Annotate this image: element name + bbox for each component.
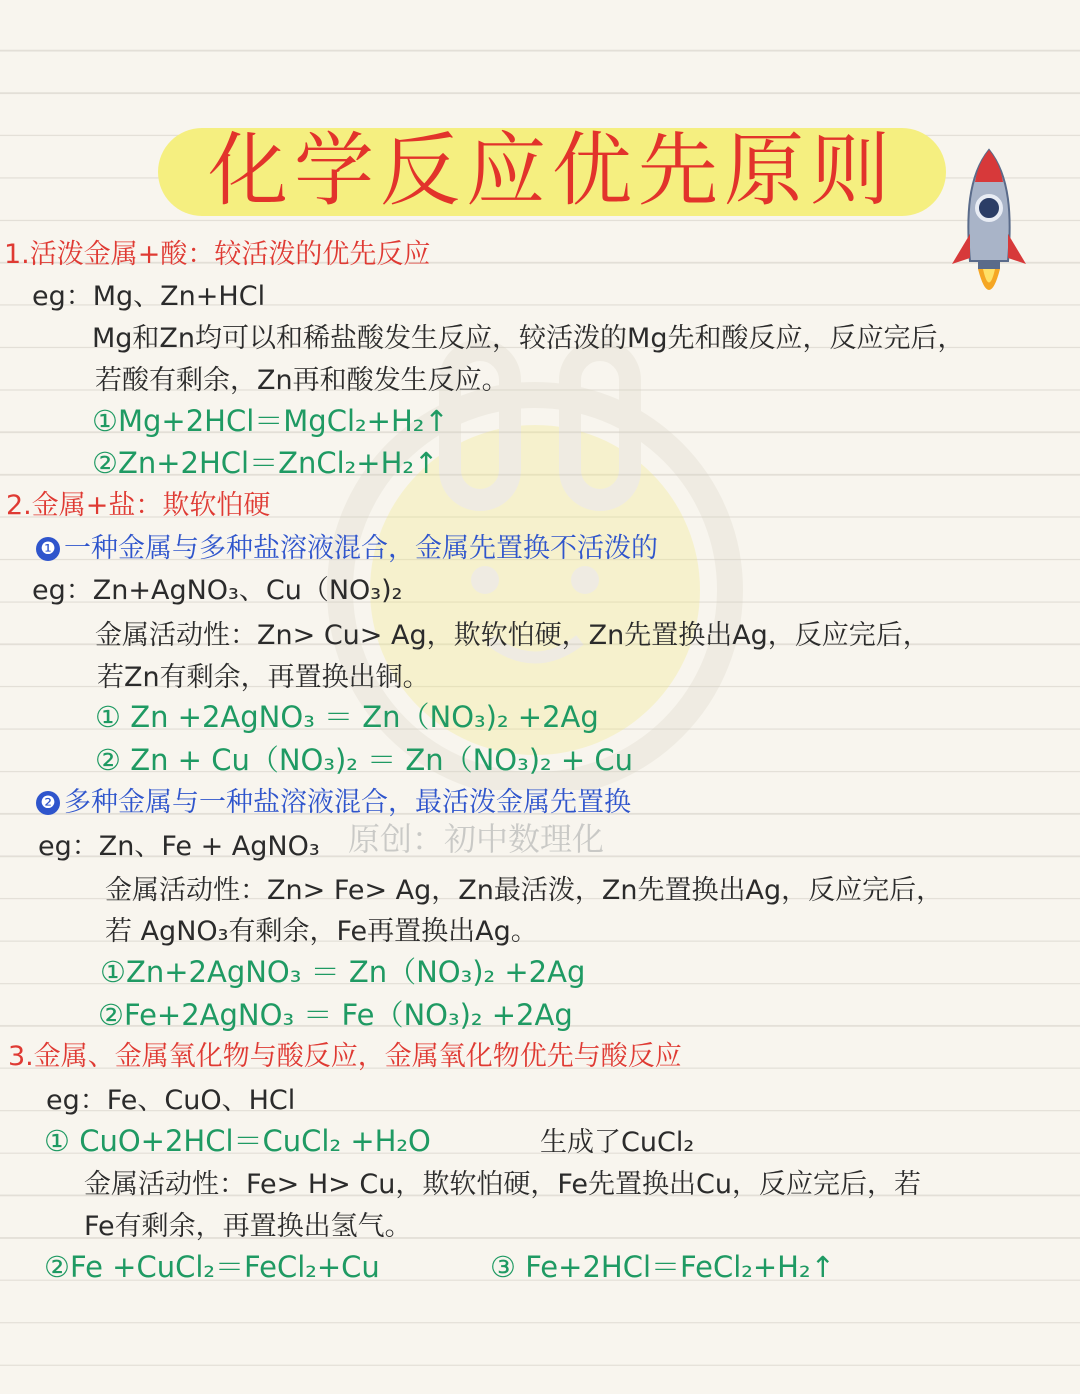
section-2-equation-1: ① Zn +2AgNO₃ ＝ Zn（NO₃)₂ +2Ag: [95, 700, 599, 734]
section-2-equation-2: ② Zn + Cu（NO₃)₂ ＝ Zn（NO₃)₂ + Cu: [95, 743, 634, 777]
section-1-example: eg：Mg、Zn+HCl: [32, 281, 266, 312]
section-3-heading: 3.金属、金属氧化物与酸反应，金属氧化物优先与酸反应: [8, 1041, 682, 1072]
section-2-example-1: eg：Zn+AgNO₃、Cu（NO₃)₂: [32, 575, 403, 606]
section-2-desc-line-2: 若Zn有剩余，再置换出铜。: [97, 662, 430, 693]
section-2-heading: 2.金属+盐：欺软怕硬: [6, 490, 271, 521]
number-badge-2: ❷: [36, 791, 60, 815]
section-1-heading: 1.活泼金属+酸：较活泼的优先反应: [4, 239, 431, 270]
rocket-icon: [948, 146, 1030, 306]
section-1-desc-line-1: Mg和Zn均可以和稀盐酸发生反应，较活泼的Mg先和酸反应，反应完后，: [92, 323, 965, 354]
section-3-equation-3: ③ Fe+2HCl＝FeCl₂+H₂↑: [490, 1250, 835, 1284]
watermark-text: 原创：初中数理化: [348, 820, 605, 858]
section-3-equation-2: ②Fe +CuCl₂＝FeCl₂+Cu: [44, 1250, 380, 1284]
number-badge-1: ❶: [36, 537, 60, 561]
section-2-equation-3: ①Zn+2AgNO₃ ＝ Zn（NO₃)₂ +2Ag: [100, 955, 586, 989]
section-2-subheading-2-text: 多种金属与一种盐溶液混合，最活泼金属先置换: [64, 787, 631, 818]
section-1-equation-1: ①Mg+2HCl＝MgCl₂+H₂↑: [92, 404, 449, 438]
section-3-desc-line-1: 金属活动性：Fe> H> Cu，欺软怕硬，Fe先置换出Cu，反应完后，若: [84, 1169, 921, 1200]
section-3-example: eg：Fe、CuO、HCl: [46, 1085, 296, 1116]
section-2-desc-line-4: 若 AgNO₃有剩余，Fe再置换出Ag。: [105, 916, 538, 947]
section-1-equation-2: ②Zn+2HCl＝ZnCl₂+H₂↑: [92, 446, 439, 480]
section-2-subheading-1: [36, 526, 658, 565]
section-2-desc-line-1: 金属活动性：Zn> Cu> Ag，欺软怕硬，Zn先置换出Ag，反应完后，: [95, 620, 930, 651]
section-3-note: 生成了CuCl₂: [540, 1127, 695, 1158]
section-2-example-2: eg：Zn、Fe + AgNO₃: [38, 831, 320, 862]
section-3-equation-1: ① CuO+2HCl＝CuCl₂ +H₂O: [44, 1124, 431, 1158]
section-2-desc-line-3: 金属活动性：Zn> Fe> Ag，Zn最活泼，Zn先置换出Ag，反应完后，: [105, 875, 944, 906]
section-2-subheading-1-text: 一种金属与多种盐溶液混合，金属先置换不活泼的: [64, 533, 658, 564]
section-2-equation-4: ②Fe+2AgNO₃ ＝ Fe（NO₃)₂ +2Ag: [98, 998, 573, 1032]
page-title: 化学反应优先原则: [208, 124, 896, 217]
section-1-desc-line-2: 若酸有剩余，Zn再和酸发生反应。: [95, 365, 509, 396]
section-3-desc-line-2: Fe有剩余，再置换出氢气。: [84, 1211, 412, 1242]
